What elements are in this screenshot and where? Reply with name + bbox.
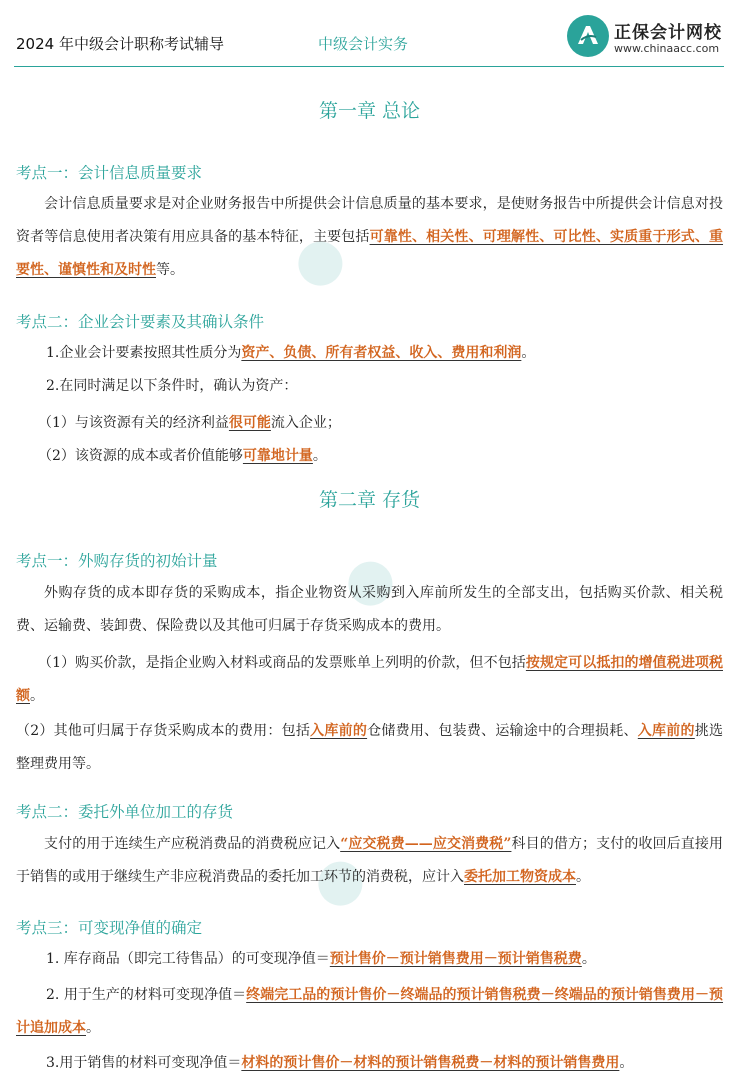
subject-title: 中级会计实务	[318, 35, 409, 53]
text: 。	[581, 951, 596, 967]
header-divider	[14, 66, 724, 67]
text: （2）其他可归属于存货采购成本的费用：包括	[16, 723, 311, 739]
key-term: 可靠地计量	[242, 448, 313, 464]
ch2-kp2-paragraph	[16, 828, 723, 894]
text: 2. 用于生产的材料可变现净值＝	[46, 987, 247, 1003]
key-term: 可靠性、相关性、可理解性、可比性、实质重于形式、重要性、谨慎性和及时性	[16, 229, 724, 278]
text: 。	[576, 869, 590, 885]
ch1-kp2-line2: 2.在同时满足以下条件时，确认为资产：	[46, 378, 298, 394]
text: 流入企业；	[270, 415, 341, 431]
key-term: 入库前的	[310, 723, 368, 739]
key-term: 预计售价－预计销售费用－预计销售税费	[329, 951, 582, 967]
text: （1）与该资源有关的经济利益	[38, 415, 229, 431]
ch2-kp1-paragraph3	[16, 715, 723, 781]
page-header	[0, 0, 739, 68]
text: 支付的用于连续生产应税消费品的消费税应记入	[44, 836, 341, 852]
text: 会计信息质量要求是对企业财务报告中所提供会计信息质量的基本要求，是使财务报告中所提供会计信息对投资者等信息使用者决策有用应具备的基本特征，主要包括	[16, 196, 723, 245]
brand-logo	[566, 14, 724, 60]
text: 。	[30, 688, 44, 704]
ch2-kp1-paragraph2	[16, 647, 723, 713]
text: 仓储费用、包装费、运输途中的合理损耗、	[367, 723, 638, 739]
key-term: 很可能	[228, 415, 271, 431]
key-term: 按规定可以抵扣的增值税进项税额	[16, 655, 723, 704]
ch1-kp2-line1	[16, 337, 723, 370]
ch1-kp1-paragraph	[16, 188, 723, 287]
ch1-kp2-line3	[16, 407, 723, 440]
chapter-1-title: 第一章 总论	[318, 100, 421, 122]
text: （2）该资源的成本或者价值能够	[38, 448, 243, 464]
ch2-kp1-paragraph1: 外购存货的成本即存货的采购成本，指企业物资从采购到入库前所发生的全部支出，包括购买价款、相关税费、运输费、装卸费、保险费以及其他可归属于存货采购成本的费用。	[16, 585, 723, 634]
ch1-kp1-heading: 考点一：会计信息质量要求	[16, 164, 203, 182]
brand-url: www.chinaacc.com	[614, 42, 720, 55]
key-term: 终端完工品的预计售价－终端品的预计销售税费－终端品的预计销售费用－预计追加成本	[16, 987, 724, 1036]
ch2-kp2-heading: 考点二：委托外单位加工的存货	[16, 803, 234, 821]
text: 挑选整理费用等。	[16, 723, 724, 772]
chapter-2-title: 第二章 存货	[318, 489, 421, 511]
ch2-kp3-line3	[16, 1047, 723, 1080]
text: 。	[86, 1020, 100, 1036]
key-term: 资产、负债、所有者权益、收入、费用和利润	[241, 345, 522, 361]
text: 。	[619, 1055, 634, 1071]
ch2-kp3-heading: 考点三：可变现净值的确定	[16, 919, 203, 937]
key-term: 委托加工物资成本	[464, 869, 576, 885]
text: （1）购买价款，是指企业购入材料或商品的发票账单上列明的价款，但不包括	[38, 655, 526, 671]
ch2-kp3-line1	[16, 943, 723, 976]
text: 1. 库存商品（即完工待售品）的可变现净值＝	[46, 951, 330, 967]
text: 。	[312, 448, 327, 464]
brand-name: 正保会计网校	[614, 23, 722, 43]
ch2-kp3-line2	[16, 979, 723, 1045]
ch2-kp1-heading: 考点一：外购存货的初始计量	[16, 552, 218, 570]
text: 科目的借方；支付的收回后直接用于销售的或用于继续生产非应税消费品的委托加工环节的消费税，应计入	[16, 836, 723, 885]
key-term: 材料的预计售价－材料的预计销售税费－材料的预计销售费用	[241, 1055, 620, 1071]
text: 等。	[156, 262, 184, 278]
key-term: 入库前的	[637, 723, 695, 739]
text: 。	[521, 345, 536, 361]
course-title: 2024 年中级会计职称考试辅导	[16, 35, 224, 53]
text: 1.企业会计要素按照其性质分为	[46, 345, 242, 361]
text: 3.用于销售的材料可变现净值＝	[46, 1055, 242, 1071]
ch1-kp2-heading: 考点二：企业会计要素及其确认条件	[16, 313, 265, 331]
ch1-kp2-line4	[16, 440, 723, 473]
key-term: “应交税费——应交消费税”	[340, 836, 512, 852]
brand-logo-icon	[566, 14, 610, 58]
